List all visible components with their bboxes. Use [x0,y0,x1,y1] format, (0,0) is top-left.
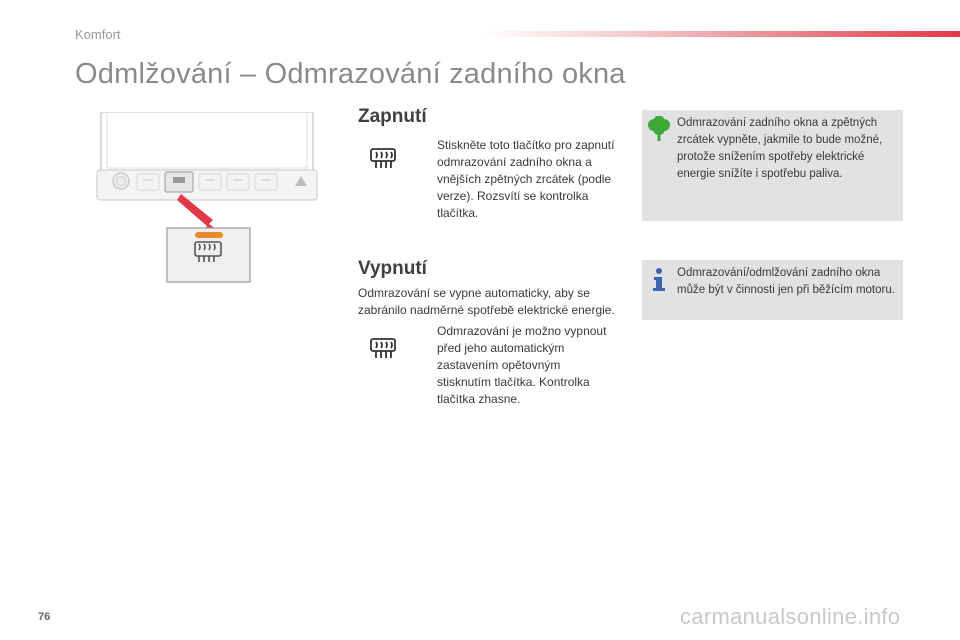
vypnuti-instruction-text: Odmrazování je možno vypnout před jeho automatickým zastavením opětovným stisknutím tlačítka. Kontrolka tlačítka zhasne. [437,324,607,406]
dashboard-illustration [95,112,325,287]
volume-knob-icon [113,173,129,189]
watermark: carmanualsonline.info [680,604,901,629]
section-label: Komfort [75,27,121,42]
heading-vypnuti: Vypnutí [358,258,427,279]
header-accent-bar [480,31,960,37]
eco-tree-icon [647,116,671,142]
page-title: Odmlžování – Odmrazování zadního okna [75,58,626,90]
info-icon [647,266,671,292]
eco-note-box [642,110,903,221]
info-note-text: Odmrazování/odmlžování zadního okna může být v činnosti jen při běžícím motoru. [677,267,895,296]
heading-zapnuti: Zapnutí [358,106,427,127]
indicator-light [195,232,223,238]
eco-note-text: Odmrazování zadního okna a zpětných zrcátek vypněte, jakmile to bude možné, protože snížením spotřeby elektrické energie snížíte i spotřebu paliva. [677,117,883,180]
vypnuti-paragraph: Odmrazování se vypne automaticky, aby se zabránilo nadměrné spotřebě elektrické energie. [358,286,615,317]
info-note-box [642,260,903,320]
vypnuti-instruction [437,323,617,408]
zapnuti-instruction-text: Stiskněte toto tlačítko pro zapnutí odmrazování zadního okna a vnějších zpětných zrcátek (podle verze). Rozsvítí se kontrolka tlačítka. [437,138,615,220]
rear-defrost-icon [370,148,396,170]
zapnuti-instruction [437,137,625,222]
rear-defrost-icon [370,338,396,360]
page-number: 76 [38,611,51,623]
